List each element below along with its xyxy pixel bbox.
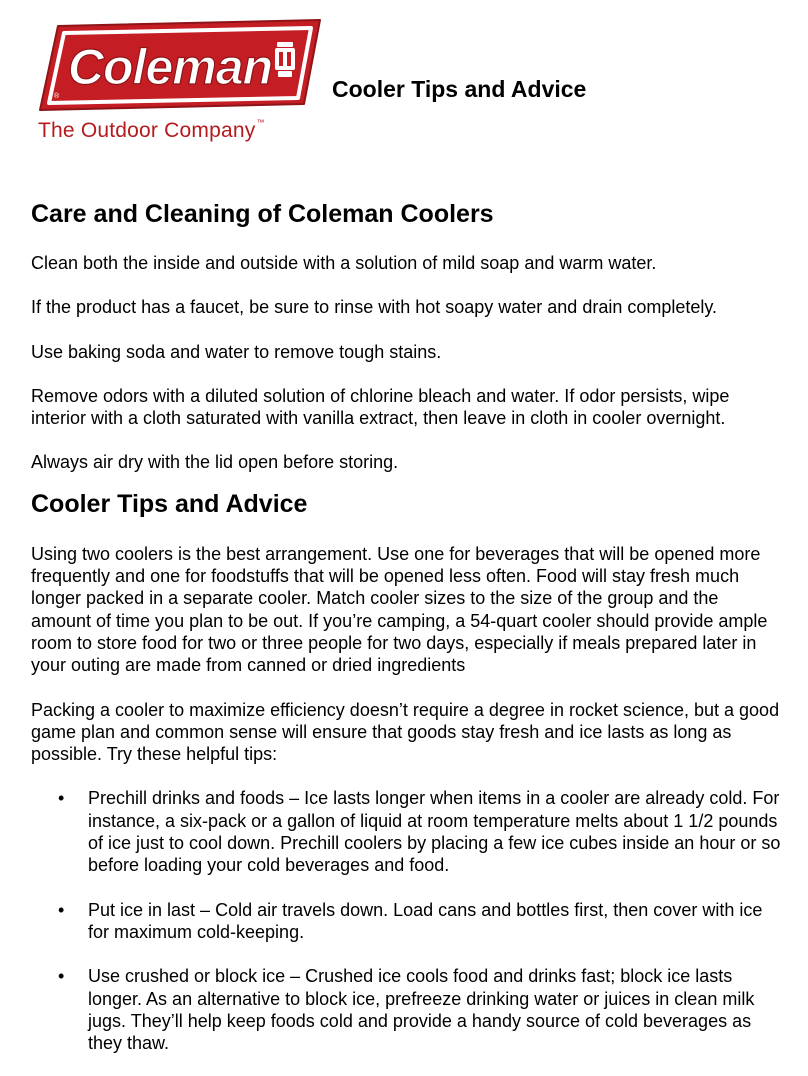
coleman-logo [28, 18, 328, 148]
document-body [31, 198, 781, 1076]
tip-text: Use crushed or block ice – Crushed ice cools food and drinks fast; block ice lasts longer. As an alternative to block ice, prefreeze drinking water or juices in clean milk jugs. They’ll help keep foods cold and provide a handy source of cold beverages as they thaw. [88, 966, 755, 1054]
logo-tagline: The Outdoor Company™ [38, 118, 265, 142]
care-paragraph: Use baking soda and water to remove tough stains. [31, 341, 442, 362]
list-item [31, 787, 781, 876]
care-paragraph: Clean both the inside and outside with a solution of mild soap and warm water. [31, 253, 657, 273]
page-header [28, 18, 788, 148]
care-paragraph: If the product has a faucet, be sure to rinse with hot soapy water and drain completely. [31, 297, 718, 318]
list-item [31, 899, 781, 944]
cooler-tips-heading: Cooler Tips and Advice [31, 489, 308, 518]
registered-mark: ® [54, 93, 60, 100]
tip-text: Put ice in last – Cold air travels down. Load cans and bottles first, then cover with ice for maximum cold-keeping. [88, 899, 763, 942]
trademark-symbol: ™ [256, 118, 265, 127]
bullet-icon: • [58, 788, 65, 809]
tips-paragraph: Using two coolers is the best arrangement. Use one for beverages that will be opened more frequently and one for foodstuffs that will be opened less often. Food will stay fresh much longer packed in a separate cooler. Match cooler sizes to the size of the group and the amount of time you plan to be out. If you’re camping, a 54-quart cooler should provide ample room to store food for two or three people for two days, especially if meals prepared later in your outing are made from canned or dried ingredients [31, 543, 768, 676]
care-paragraph: Remove odors with a diluted solution of chlorine bleach and water. If odor persists, wipe interior with a cloth saturated with vanilla extract, then leave in cloth in cooler overnight. [31, 385, 730, 429]
header-title: Cooler Tips and Advice [332, 76, 587, 102]
coleman-logo-badge [28, 18, 328, 118]
tips-paragraph: Packing a cooler to maximize efficiency doesn’t require a degree in rocket science, but a good game plan and common sense will ensure that goods stay fresh and ice lasts as long as possible. Try these helpful tips: [31, 699, 780, 765]
bullet-icon: • [58, 966, 65, 987]
list-item [31, 965, 781, 1054]
care-paragraph: Always air dry with the lid open before storing. [31, 452, 399, 473]
tip-text: Prechill drinks and foods – Ice lasts longer when items in a cooler are already cold. For instance, a six-pack or a gallon of liquid at room temperature melts about 1 1/2 pounds of ice just to cool down. Prechill coolers by placing a few ice cubes inside an hour or so before loading your cold beverages and food. [88, 788, 781, 876]
logo-brand-text: Coleman [67, 39, 273, 95]
care-cleaning-heading: Care and Cleaning of Coleman Coolers [31, 200, 494, 228]
bullet-icon: • [58, 899, 65, 920]
tips-list [31, 787, 781, 1054]
